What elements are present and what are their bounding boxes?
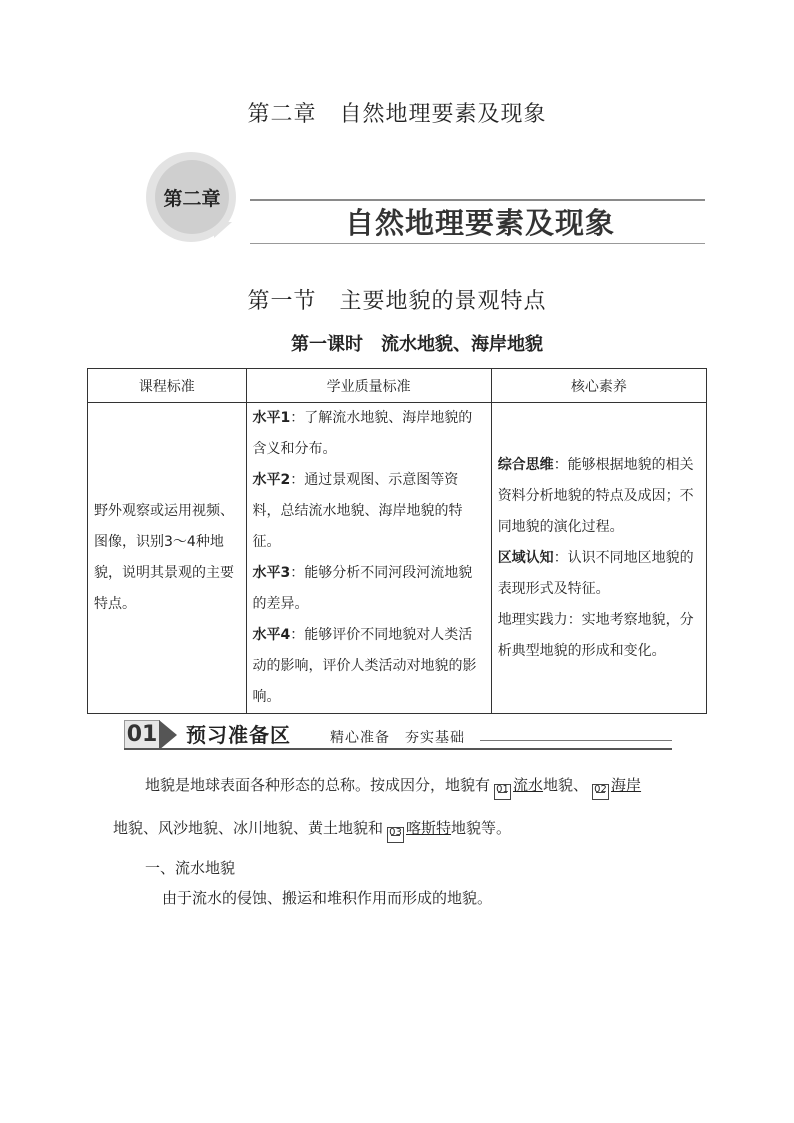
level-label: 水平4 xyxy=(252,627,291,643)
literacy-label: 综合思维 xyxy=(497,456,554,473)
level-item xyxy=(253,558,485,620)
literacy-label: 地理实践力 xyxy=(497,611,568,628)
literacy-text: ：实地考察地貌，分析典型地貌的形成和变化。 xyxy=(497,611,694,659)
level-text: ：了解流水地貌、海岸地貌的含义和分布。 xyxy=(252,410,473,457)
chapter-badge: 第二章 xyxy=(155,160,229,234)
intro-text: 地貌是地球表面各种形态的总称。按成因分，地貌有 xyxy=(145,776,491,794)
literacy-text: ：能够根据地貌的相关资料分析地貌的特点及成因；不同地貌的演化过程。 xyxy=(497,456,694,535)
level-text: ：通过景观图、示意图等资料，总结流水地貌、海岸地貌的特征。 xyxy=(252,472,463,550)
answer-blank: 海岸 xyxy=(611,776,642,794)
banner-rule-bottom xyxy=(250,243,705,244)
banner-title: 自然地理要素及现象 xyxy=(344,206,615,240)
prep-rule xyxy=(124,748,672,750)
level-text: ：能够分析不同河段河流地貌的差异。 xyxy=(252,565,473,612)
core-literacy-cell xyxy=(491,403,706,714)
lesson-title: 第一课时 流水地貌、海岸地貌 xyxy=(291,334,543,355)
level-item xyxy=(253,620,485,713)
level-label: 水平3 xyxy=(252,565,291,581)
section-title: 第一节 主要地貌的景观特点 xyxy=(247,289,547,314)
level-text: ：能够评价不同地貌对人类活动的影响，评价人类活动对地貌的影响。 xyxy=(252,627,477,705)
course-standard-text: 野外观察或运用视频、图像，识别3～4种地貌，说明其景观的主要特点。 xyxy=(94,503,234,612)
intro-text: 地貌等。 xyxy=(451,819,512,837)
table-row xyxy=(88,403,707,714)
intro-line-1 xyxy=(145,774,641,800)
header-core-literacy: 核心素养 xyxy=(491,369,706,403)
literacy-item xyxy=(498,450,700,543)
section-heading: 一、流水地貌 xyxy=(145,859,236,877)
table-header-row xyxy=(88,369,707,403)
literacy-item xyxy=(498,605,700,667)
header-course-standard: 课程标准 xyxy=(88,369,247,403)
intro-text: 地貌、 xyxy=(543,776,589,794)
prep-subtitle: 精心准备 夯实基础 xyxy=(330,730,465,746)
level-item xyxy=(253,465,485,558)
level-label: 水平2 xyxy=(252,472,291,488)
blank-number-marker: 02 xyxy=(592,784,609,800)
level-label: 水平1 xyxy=(252,410,291,426)
level-item xyxy=(253,403,485,465)
literacy-label: 区域认知 xyxy=(497,549,554,566)
prep-number-badge: 01 xyxy=(124,720,160,750)
standards-table xyxy=(87,368,707,714)
quality-standard-cell xyxy=(246,403,491,714)
blank-number-marker: 03 xyxy=(387,827,404,843)
header-quality-standard: 学业质量标准 xyxy=(246,369,491,403)
literacy-item xyxy=(498,543,700,605)
answer-blank: 流水 xyxy=(513,776,544,794)
intro-text: 地貌、风沙地貌、冰川地貌、黄土地貌和 xyxy=(113,819,384,837)
answer-blank: 喀斯特 xyxy=(406,819,452,837)
page-title: 第二章 自然地理要素及现象 xyxy=(247,102,547,127)
course-standard-cell xyxy=(88,403,247,714)
intro-line-2 xyxy=(113,817,511,843)
prep-arrow-icon xyxy=(159,720,177,750)
prep-rule-thin xyxy=(480,740,672,741)
blank-number-marker: 01 xyxy=(494,784,511,800)
section-description: 由于流水的侵蚀、搬运和堆积作用而形成的地貌。 xyxy=(162,889,493,907)
literacy-text: ：认识不同地区地貌的表现形式及特征。 xyxy=(497,549,694,597)
prep-title: 预习准备区 xyxy=(186,723,291,747)
